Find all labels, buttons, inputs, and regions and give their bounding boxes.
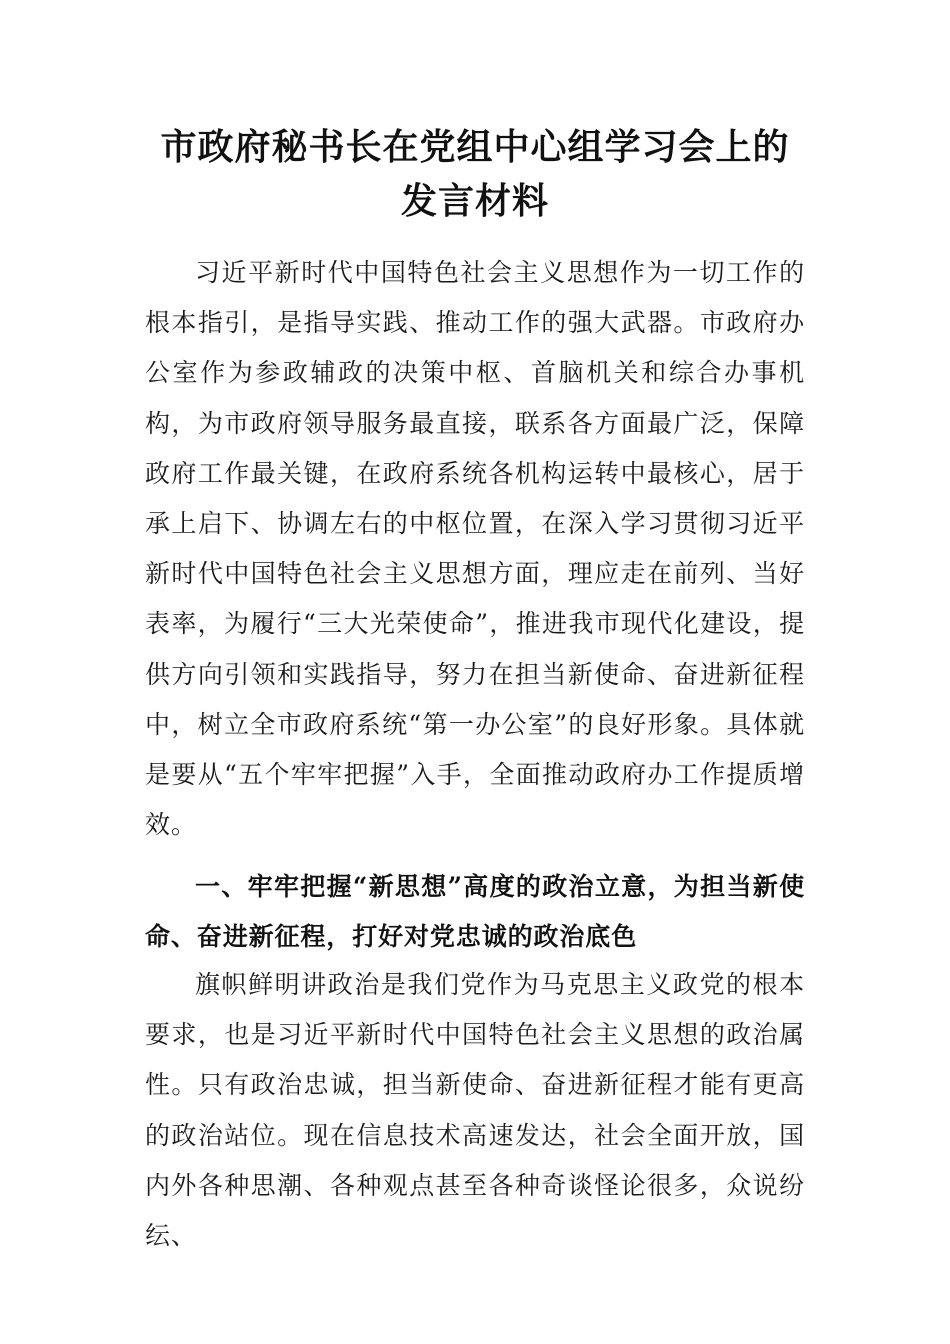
document-title: 市政府秘书长在党组中心组学习会上的发言材料 — [160, 126, 790, 222]
section-heading-1: 一、牢牢把握“新思想”高度的政治立意，为担当新使命、奋进新征程，打好对党忠诚的政治底色 — [145, 872, 805, 951]
body-paragraph-1: 习近平新时代中国特色社会主义思想作为一切工作的根本指引，是指导实践、推动工作的强大武器。市政府办公室作为参政辅政的决策中枢、首脑机关和综合办事机构，为市政府领导服务最直接，联系各方面最广泛，保障政府工作最关键，在政府系统各机构运转中最核心，居于承上启下、协调左右的中枢位置，在深入学习贯彻习近平新时代中国特色社会主义思想方面，理应走在前列、当好表率，为履行“三大光荣使命”，推进我市现代化建设，提供方向引领和实践指导，努力在担当新使命、奋进新征程中，树立全市政府系统“第一办公室”的良好形象。具体就是要从“五个牢牢把握”入手，全面推动政府办工作提质增效。 — [145, 258, 805, 840]
body-paragraph-2: 旗帜鲜明讲政治是我们党作为马克思主义政党的根本要求，也是习近平新时代中国特色社会主义思想的政治属性。只有政治忠诚，担当新使命、奋进新征程才能有更高的政治站位。现在信息技术高速发达，社会全面开放，国内外各种思潮、各种观点甚至各种奇谈怪论很多，众说纷纭、 — [145, 970, 805, 1251]
